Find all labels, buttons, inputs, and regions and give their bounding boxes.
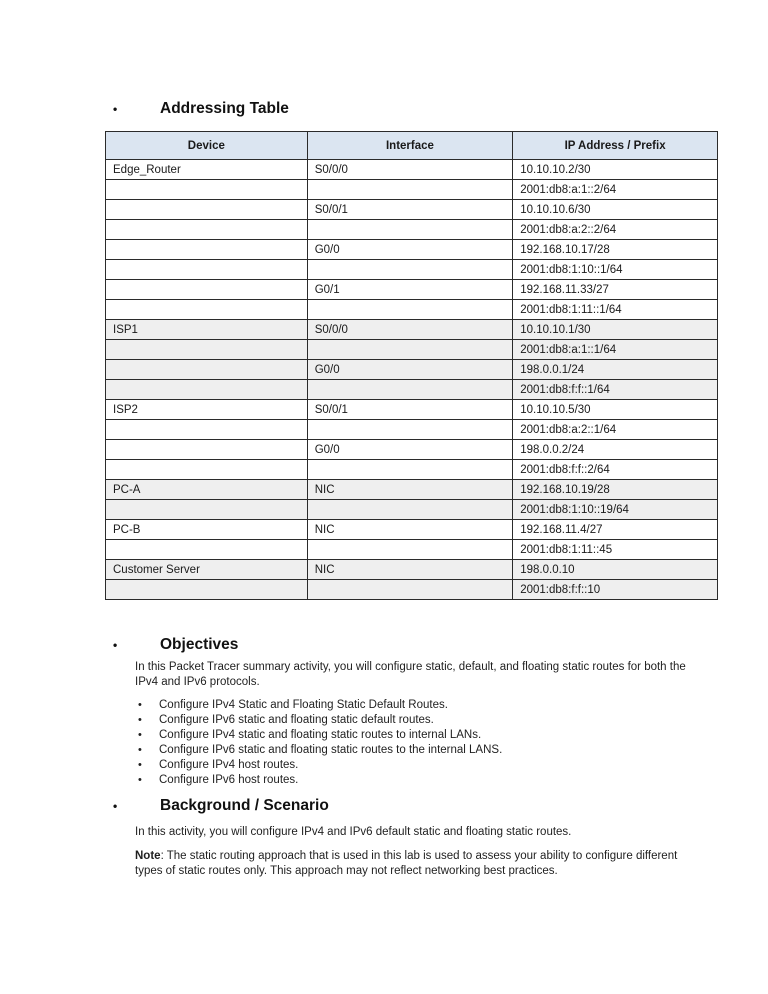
objective-item: • Configure IPv6 static and floating static default routes. (137, 713, 697, 728)
note-paragraph (135, 849, 707, 879)
table-row (106, 400, 718, 420)
interface-cell: NIC (307, 480, 513, 500)
ip-cell: 198.0.0.1/24 (513, 360, 718, 380)
interface-cell (307, 420, 513, 440)
header-row (106, 132, 718, 160)
ip-cell: 2001:db8:1:11::45 (513, 540, 718, 560)
objective-item: • Configure IPv6 static and floating static routes to the internal LANS. (137, 743, 697, 758)
interface-cell: NIC (307, 560, 513, 580)
objective-item: • Configure IPv6 host routes. (137, 773, 697, 788)
objective-item: • Configure IPv4 host routes. (137, 758, 697, 773)
table-row (106, 300, 718, 320)
ip-cell: 2001:db8:a:1::2/64 (513, 180, 718, 200)
background-paragraph: In this activity, you will configure IPv4 and IPv6 default static and floating static routes. (135, 826, 572, 838)
table-row (106, 320, 718, 340)
device-cell (106, 260, 308, 280)
table-row (106, 520, 718, 540)
device-cell (106, 440, 308, 460)
ip-cell: 2001:db8:a:2::1/64 (513, 420, 718, 440)
column-header-ip-address: IP Address / Prefix (513, 132, 718, 160)
table-row (106, 200, 718, 220)
ip-cell: 2001:db8:f:f::1/64 (513, 380, 718, 400)
interface-cell: S0/0/1 (307, 400, 513, 420)
device-cell (106, 220, 308, 240)
interface-cell: G0/0 (307, 360, 513, 380)
device-cell: PC-B (106, 520, 308, 540)
device-cell (106, 380, 308, 400)
heading-text-background-scenario: Background / Scenario (160, 797, 329, 814)
table-row (106, 540, 718, 560)
table-row (106, 460, 718, 480)
interface-cell (307, 340, 513, 360)
device-cell (106, 360, 308, 380)
column-header-device: Device (106, 132, 308, 160)
ip-cell: 2001:db8:1:10::1/64 (513, 260, 718, 280)
interface-cell (307, 380, 513, 400)
addressing-table (105, 131, 718, 600)
interface-cell: S0/0/0 (307, 320, 513, 340)
heading-text-objectives: Objectives (160, 636, 239, 653)
interface-cell: S0/0/0 (307, 160, 513, 180)
table-row (106, 220, 718, 240)
device-cell (106, 580, 308, 600)
ip-cell: 2001:db8:f:f::2/64 (513, 460, 718, 480)
device-cell (106, 200, 308, 220)
ip-cell: 2001:db8:1:11::1/64 (513, 300, 718, 320)
objective-item: • Configure IPv4 static and floating static routes to internal LANs. (137, 728, 697, 743)
section-heading-objectives (113, 635, 238, 655)
ip-cell: 10.10.10.5/30 (513, 400, 718, 420)
note-text: : The static routing approach that is used in this lab is used to assess your ability to configure different types of static routes only. This approach may not reflect networking best practices. (135, 850, 678, 877)
table-row (106, 560, 718, 580)
interface-cell (307, 500, 513, 520)
section-heading-addressing-table (113, 99, 289, 119)
objectives-intro-paragraph: In this Packet Tracer summary activity, you will configure static, default, and floating static routes for both the IPv4 and IPv6 protocols. (135, 661, 686, 688)
interface-cell: NIC (307, 520, 513, 540)
table-row (106, 580, 718, 600)
ip-cell: 2001:db8:1:10::19/64 (513, 500, 718, 520)
ip-cell: 198.0.0.10 (513, 560, 718, 580)
bullet-marker: • (113, 638, 118, 652)
device-cell: Customer Server (106, 560, 308, 580)
table-row (106, 420, 718, 440)
table-row (106, 280, 718, 300)
device-cell (106, 540, 308, 560)
device-cell: ISP1 (106, 320, 308, 340)
interface-cell: S0/0/1 (307, 200, 513, 220)
ip-cell: 192.168.11.33/27 (513, 280, 718, 300)
device-cell (106, 500, 308, 520)
interface-cell (307, 260, 513, 280)
table-row (106, 480, 718, 500)
device-cell (106, 340, 308, 360)
ip-cell: 10.10.10.6/30 (513, 200, 718, 220)
note-label: Note (135, 850, 161, 862)
device-cell (106, 300, 308, 320)
objective-item: • Configure IPv4 Static and Floating Static Default Routes. (137, 698, 697, 713)
ip-cell: 10.10.10.1/30 (513, 320, 718, 340)
device-cell: ISP2 (106, 400, 308, 420)
table-row (106, 160, 718, 180)
table-row (106, 500, 718, 520)
interface-cell (307, 460, 513, 480)
table-row (106, 380, 718, 400)
table-row (106, 260, 718, 280)
interface-cell (307, 540, 513, 560)
addressing-table-body (106, 160, 718, 600)
ip-cell: 192.168.10.19/28 (513, 480, 718, 500)
column-header-interface: Interface (307, 132, 513, 160)
section-heading-background-scenario (113, 796, 329, 816)
interface-cell (307, 180, 513, 200)
table-row (106, 340, 718, 360)
objectives-list (137, 698, 697, 788)
bullet-marker: • (113, 102, 118, 116)
ip-cell: 2001:db8:a:2::2/64 (513, 220, 718, 240)
device-cell (106, 460, 308, 480)
device-cell: Edge_Router (106, 160, 308, 180)
ip-cell: 198.0.0.2/24 (513, 440, 718, 460)
bullet-marker: • (113, 799, 118, 813)
heading-text-addressing-table: Addressing Table (160, 100, 289, 117)
interface-cell (307, 580, 513, 600)
interface-cell: G0/1 (307, 280, 513, 300)
ip-cell: 10.10.10.2/30 (513, 160, 718, 180)
interface-cell: G0/0 (307, 440, 513, 460)
table-row (106, 240, 718, 260)
device-cell (106, 280, 308, 300)
device-cell (106, 420, 308, 440)
interface-cell (307, 220, 513, 240)
interface-cell: G0/0 (307, 240, 513, 260)
addressing-table-header (106, 132, 718, 160)
ip-cell: 192.168.11.4/27 (513, 520, 718, 540)
device-cell (106, 180, 308, 200)
table-row (106, 360, 718, 380)
device-cell (106, 240, 308, 260)
interface-cell (307, 300, 513, 320)
ip-cell: 2001:db8:a:1::1/64 (513, 340, 718, 360)
ip-cell: 192.168.10.17/28 (513, 240, 718, 260)
device-cell: PC-A (106, 480, 308, 500)
table-row (106, 440, 718, 460)
table-row (106, 180, 718, 200)
ip-cell: 2001:db8:f:f::10 (513, 580, 718, 600)
